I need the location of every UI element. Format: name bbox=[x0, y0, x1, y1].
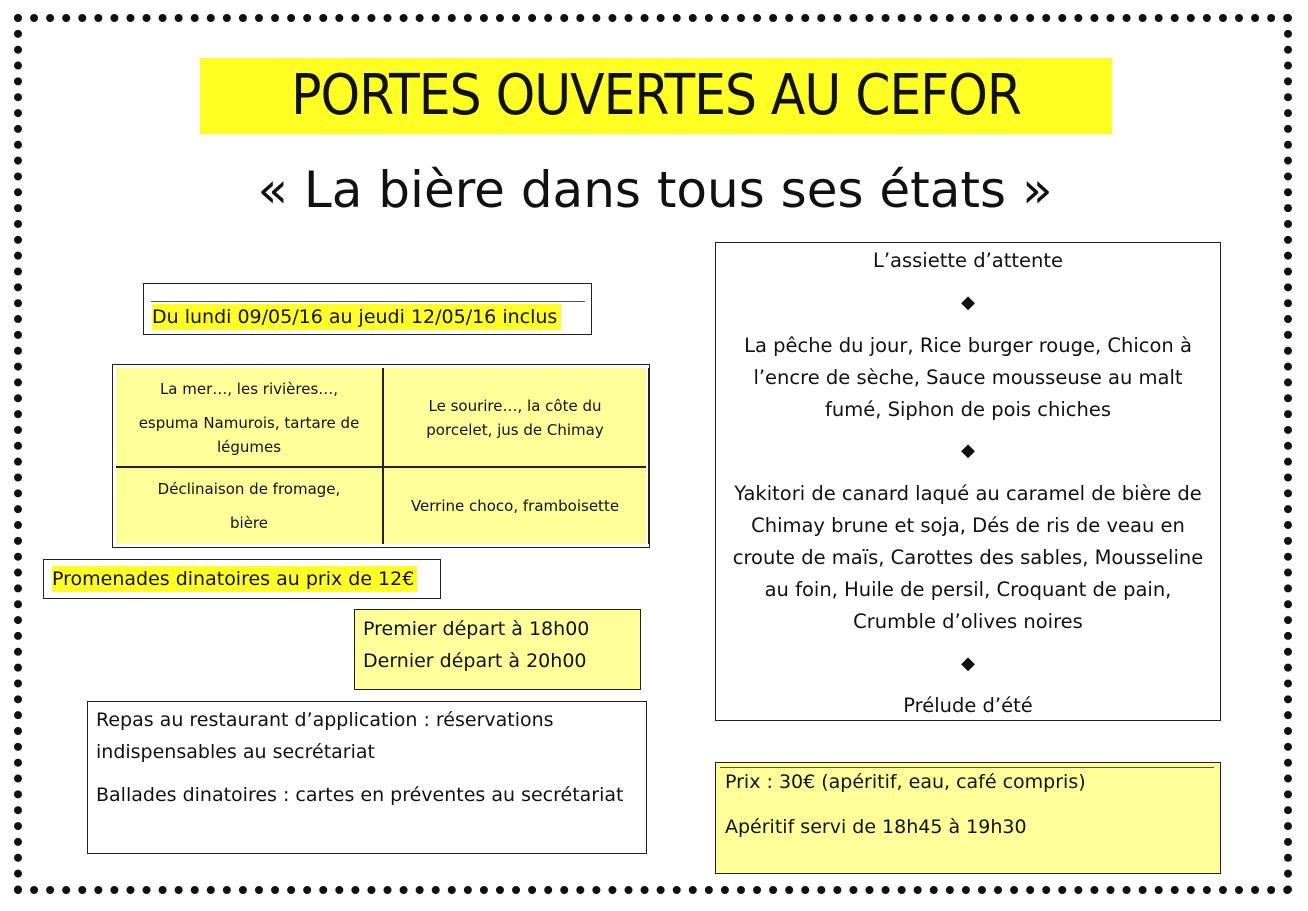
menu-item-prelude: Prélude d’été bbox=[903, 694, 1033, 717]
dates-text: Du lundi 09/05/16 au jeudi 12/05/16 inclus bbox=[152, 304, 561, 330]
menu-item-yakitori-line2: Chimay brune et soja, Dés de ris de veau en bbox=[751, 514, 1185, 537]
grid-right-edge bbox=[648, 368, 650, 544]
menu-item-yakitori-line3: croute de maïs, Carottes des sables, Mousseline bbox=[732, 546, 1204, 569]
menu-item-peche-line2: l’encre de sèche, Sauce mousseuse au malt bbox=[753, 366, 1183, 389]
diamond-icon: ◆ bbox=[961, 653, 975, 674]
promo-box bbox=[43, 559, 441, 599]
ballades-presale-text: Ballades dinatoires : cartes en préventes au secrétariat bbox=[96, 784, 624, 806]
menu-item-yakitori-line5: Crumble d’olives noires bbox=[853, 610, 1083, 633]
menu-item-assiette: L’assiette d’attente bbox=[872, 249, 1064, 272]
grid-cell-verrine: Verrine choco, framboisette bbox=[384, 468, 646, 544]
grid-cell-sea-line1: La mer…, les rivières…, bbox=[159, 379, 339, 398]
divider bbox=[151, 301, 585, 302]
grid-cell-fromage-line2: bière bbox=[230, 514, 268, 532]
grid-cell-porcelet: Le sourire…, la côte du porcelet, jus de Chimay bbox=[384, 368, 646, 467]
grid-cell-sea bbox=[116, 368, 382, 467]
reservation-info-box bbox=[87, 701, 647, 854]
page-title: PORTES OUVERTES AU CEFOR bbox=[200, 58, 1112, 134]
page-subtitle: « La bière dans tous ses états » bbox=[257, 161, 1053, 219]
price-text: Prix : 30€ (apéritif, eau, café compris) bbox=[725, 771, 1086, 793]
first-departure: Premier départ à 18h00 bbox=[363, 618, 590, 640]
menu-item-yakitori-line4: au foin, Huile de persil, Croquant de pain, bbox=[764, 578, 1172, 601]
restaurant-reservation-text: Repas au restaurant d’application : réservations indispensables au secrétariat bbox=[96, 709, 554, 763]
dates-box bbox=[143, 283, 592, 335]
last-departure: Dernier départ à 20h00 bbox=[363, 650, 587, 672]
diamond-icon: ◆ bbox=[961, 440, 975, 461]
tasting-grid bbox=[112, 364, 650, 548]
promo-text: Promenades dinatoires au prix de 12€ bbox=[52, 566, 417, 592]
price-box bbox=[715, 762, 1221, 874]
diamond-icon: ◆ bbox=[961, 292, 975, 313]
grid-cell-fromage bbox=[116, 468, 382, 544]
menu-item-yakitori-line1: Yakitori de canard laqué au caramel de bière de bbox=[734, 482, 1202, 505]
divider bbox=[720, 767, 1214, 768]
menu-box bbox=[715, 242, 1221, 721]
menu-item-peche-line1: La pêche du jour, Rice burger rouge, Chicon à bbox=[744, 334, 1192, 357]
grid-cell-sea-line2: espuma Namurois, tartare de légumes bbox=[138, 413, 360, 456]
grid-vertical-divider bbox=[382, 368, 384, 544]
grid-cell-fromage-line1: Déclinaison de fromage, bbox=[157, 480, 341, 498]
aperitif-time-text: Apéritif servi de 18h45 à 19h30 bbox=[725, 816, 1027, 838]
grid-horizontal-divider bbox=[116, 466, 646, 468]
departures-box bbox=[354, 609, 641, 690]
menu-item-peche-line3: fumé, Siphon de pois chiches bbox=[824, 398, 1112, 421]
